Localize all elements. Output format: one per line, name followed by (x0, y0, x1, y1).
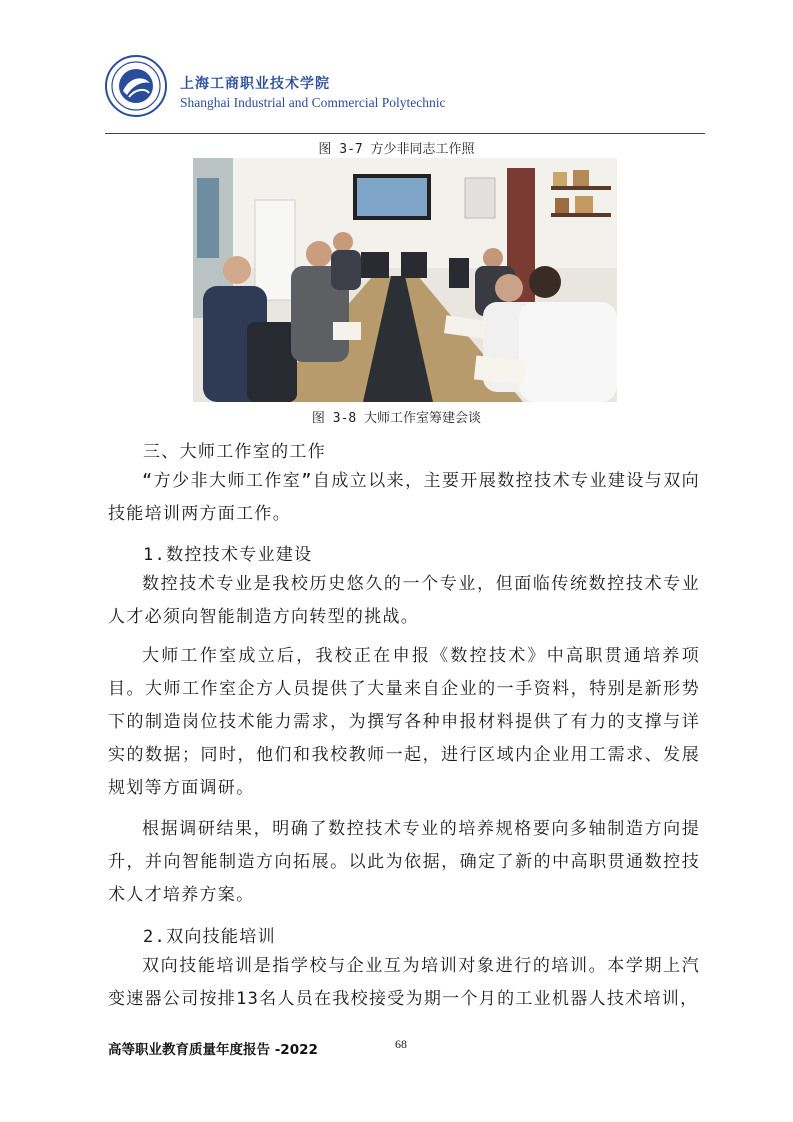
subsection-2-heading: 2.双向技能培训 (143, 927, 276, 947)
figure-3-7-caption: 图 3-7 方少非同志工作照 (318, 142, 475, 157)
page-header (105, 55, 705, 135)
section-3-heading: 三、大师工作室的工作 (143, 442, 326, 462)
paragraph-1: “方少非大师工作室”自成立以来，主要开展数控技术专业建设与双向技能培训两方面工作。 (108, 471, 700, 524)
subsection-1-heading: 1.数控技术专业建设 (143, 545, 313, 565)
meeting-photo (193, 158, 617, 402)
paragraph-4: 根据调研结果，明确了数控技术专业的培养规格要向多轴制造方向提升，并向智能制造方向拓展。以此为依据，确定了新的中高职贯通数控技术人才培养方案。 (108, 819, 700, 905)
page-number: 68 (395, 1037, 407, 1051)
school-name-en: Shanghai Industrial and Commercial Polytechnic (180, 95, 446, 110)
paragraph-3: 大师工作室成立后，我校正在申报《数控技术》中高职贯通培养项目。大师工作室企方人员提供了大量来自企业的一手资料，特别是新形势下的制造岗位技术能力需求，为撰写各种申报材料提供了有力的支撑与详实的数据；同时，他们和我校教师一起，进行区域内企业用工需求、发展规划等方面调研。 (108, 646, 700, 798)
school-seal-logo-icon (105, 55, 167, 117)
header-divider (105, 133, 705, 134)
school-name-cn: 上海工商职业技术学院 (180, 76, 330, 92)
footer-report-title: 高等职业教育质量年度报告 -2022 (108, 1042, 318, 1058)
paragraph-5: 双向技能培训是指学校与企业互为培训对象进行的培训。本学期上汽变速器公司按排13名人员在我校接受为期一个月的工业机器人技术培训， (108, 956, 700, 1009)
paragraph-2: 数控技术专业是我校历史悠久的一个专业，但面临传统数控技术专业人才必须向智能制造方向转型的挑战。 (108, 574, 700, 627)
figure-3-8-caption: 图 3-8 大师工作室筹建会谈 (311, 411, 482, 426)
